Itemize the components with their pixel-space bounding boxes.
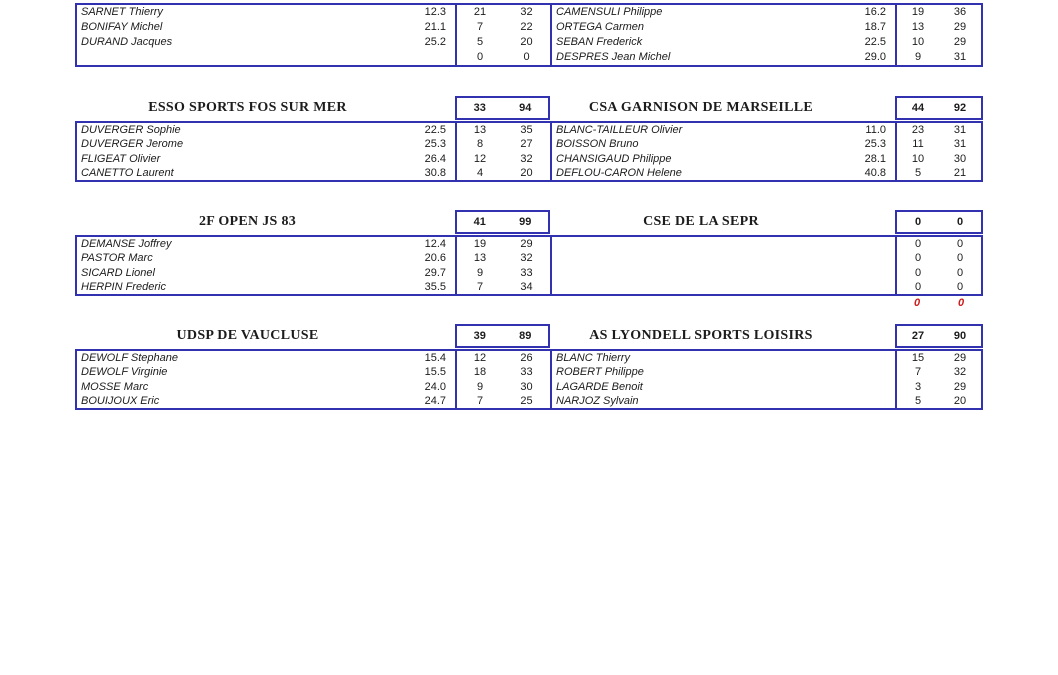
score-2: 33 — [520, 266, 533, 279]
team-totals — [455, 96, 550, 120]
player-row — [77, 251, 550, 265]
player-name: DEWOLF Virginie — [81, 366, 168, 379]
team-total-1: 33 — [473, 102, 486, 114]
player-name: HERPIN Frederic — [81, 280, 166, 293]
player-cell — [552, 20, 895, 35]
player-index: 29.0 — [864, 51, 886, 63]
player-index: 22.5 — [424, 124, 446, 136]
score-1: 0 — [895, 237, 939, 251]
player-index: 15.5 — [424, 366, 446, 379]
player-cell — [552, 365, 895, 379]
player-name: CANETTO Laurent — [81, 166, 174, 179]
player-name: SEBAN Frederick — [556, 36, 643, 48]
team-total-1: 39 — [473, 330, 486, 342]
score-2: 32 — [520, 6, 533, 18]
team-tables — [75, 349, 983, 410]
team-name: AS LYONDELL SPORTS LOISIRS — [589, 328, 813, 343]
player-name: DEWOLF Stephane — [81, 352, 179, 364]
team-name: 2F OPEN JS 83 — [198, 214, 297, 229]
player-name: DESPRES Jean Michel — [556, 51, 671, 63]
score-2: 32 — [520, 152, 533, 165]
player-cell — [77, 237, 455, 251]
player-row — [77, 123, 550, 137]
player-cell — [77, 351, 455, 365]
score-2: 35 — [520, 124, 533, 136]
team-block-2fopen-cse — [75, 210, 983, 309]
player-index: 11.0 — [865, 124, 886, 136]
score-1: 5 — [455, 35, 503, 50]
player-row — [552, 166, 981, 180]
score-1: 7 — [455, 394, 503, 408]
player-index: 30.8 — [424, 166, 446, 179]
score-1: 9 — [895, 50, 939, 65]
player-cell — [552, 266, 895, 280]
player-row — [77, 266, 550, 280]
score-2: 34 — [520, 280, 533, 293]
team-total-2: 90 — [953, 330, 967, 342]
score-2: 30 — [520, 380, 533, 393]
player-cell — [552, 35, 895, 50]
team-tables — [75, 3, 983, 67]
score-2: 36 — [953, 6, 967, 18]
overflow-zeros-row — [895, 296, 983, 310]
score-2: 32 — [520, 252, 533, 265]
player-row — [77, 152, 550, 166]
score-2: 29 — [953, 352, 967, 364]
player-index: 22.5 — [864, 36, 886, 48]
player-row — [552, 266, 981, 280]
team-block-partial — [75, 2, 983, 67]
player-index: 29.7 — [424, 266, 446, 279]
player-cell — [77, 123, 455, 137]
player-row — [77, 166, 550, 180]
team-block-udsp-lyondell — [75, 324, 983, 410]
score-2: 31 — [953, 124, 967, 136]
team-tables — [75, 121, 983, 182]
score-1: 19 — [455, 237, 503, 251]
player-name: LAGARDE Benoit — [556, 380, 643, 393]
player-row — [552, 237, 981, 251]
player-cell — [77, 152, 455, 166]
player-index: 20.6 — [424, 252, 446, 265]
player-cell — [77, 266, 455, 280]
score-1: 7 — [455, 20, 503, 35]
player-cell — [77, 280, 455, 294]
player-cell — [77, 35, 455, 50]
player-index: 15.4 — [424, 352, 446, 364]
player-index: 24.7 — [424, 394, 446, 407]
team-total-1: 44 — [911, 102, 925, 114]
score-2: 29 — [953, 21, 967, 33]
player-name: SICARD Lionel — [81, 266, 155, 279]
score-2: 29 — [953, 380, 967, 393]
player-name: CAMENSULI Philippe — [556, 6, 663, 18]
player-row — [77, 137, 550, 151]
score-2: 20 — [953, 394, 967, 407]
score-2: 0 — [956, 238, 964, 250]
team-table-right — [552, 349, 983, 410]
player-index: 25.3 — [864, 138, 886, 151]
player-cell — [77, 251, 455, 265]
score-2: 20 — [520, 166, 533, 179]
score-1: 10 — [895, 152, 939, 166]
player-row — [77, 237, 550, 251]
score-2: 33 — [520, 366, 533, 379]
score-2: 22 — [520, 21, 533, 33]
team-table-right — [552, 121, 983, 182]
team-total-2: 92 — [953, 102, 967, 114]
player-row — [77, 50, 550, 65]
player-cell — [77, 5, 455, 20]
player-index: 40.8 — [864, 166, 886, 179]
player-row — [552, 50, 981, 65]
team-name: UDSP DE VAUCLUSE — [176, 328, 319, 343]
player-row — [552, 394, 981, 408]
team-name: CSE DE LA SEPR — [643, 214, 759, 229]
player-name: ROBERT Philippe — [556, 366, 644, 379]
player-row — [552, 280, 981, 294]
team-name: ESSO SPORTS FOS SUR MER — [148, 100, 347, 115]
score-1: 5 — [895, 394, 939, 408]
score-2: 25 — [520, 394, 533, 407]
score-2: 32 — [953, 366, 967, 379]
score-1: 15 — [895, 351, 939, 365]
team-block-esso-csa — [75, 96, 983, 182]
player-name: BOISSON Bruno — [556, 138, 639, 151]
player-name: DEMANSE Joffrey — [81, 238, 172, 250]
team-total-2: 0 — [956, 216, 964, 228]
score-1: 19 — [895, 5, 939, 20]
score-1: 21 — [455, 5, 503, 20]
team-total-2: 89 — [519, 330, 532, 342]
score-1: 13 — [455, 251, 503, 265]
player-index: 26.4 — [424, 152, 446, 165]
player-cell — [77, 50, 455, 65]
player-row — [552, 152, 981, 166]
player-name: CHANSIGAUD Philippe — [556, 152, 672, 165]
player-row — [77, 35, 550, 50]
player-row — [552, 123, 981, 137]
score-1: 3 — [895, 380, 939, 394]
player-name: BONIFAY Michel — [81, 21, 163, 33]
player-row — [77, 351, 550, 365]
player-cell — [77, 380, 455, 394]
score-1: 23 — [895, 123, 939, 137]
team-name: CSA GARNISON DE MARSEILLE — [588, 100, 814, 115]
player-name: SARNET Thierry — [81, 6, 163, 18]
score-1: 0 — [455, 50, 503, 65]
score-2: 26 — [520, 352, 533, 364]
team-total-1: 27 — [911, 330, 925, 342]
team-table-right — [552, 3, 983, 67]
player-name: BLANC-TAILLEUR Olivier — [556, 124, 683, 136]
player-cell — [552, 394, 895, 408]
player-cell — [77, 394, 455, 408]
player-row — [552, 137, 981, 151]
score-1: 10 — [895, 35, 939, 50]
score-2: 0 — [956, 266, 964, 279]
overflow-zero-1: 0 — [913, 297, 921, 309]
score-2: 0 — [523, 51, 530, 63]
player-row — [77, 280, 550, 294]
team-table-right — [552, 235, 983, 296]
player-index: 12.4 — [424, 238, 446, 250]
score-1: 18 — [455, 365, 503, 379]
player-index: 12.3 — [424, 6, 446, 18]
player-index: 28.1 — [864, 152, 886, 165]
player-cell — [77, 365, 455, 379]
player-name: BOUIJOUX Eric — [81, 394, 160, 407]
player-row — [552, 380, 981, 394]
score-1: 0 — [895, 280, 939, 294]
player-name: PASTOR Marc — [81, 252, 153, 265]
player-cell — [552, 280, 895, 294]
player-cell — [552, 5, 895, 20]
score-1: 13 — [895, 20, 939, 35]
player-row — [552, 351, 981, 365]
score-1: 12 — [455, 351, 503, 365]
player-name: DEFLOU-CARON Helene — [556, 166, 682, 179]
team-tables — [75, 235, 983, 296]
team-total-2: 99 — [519, 216, 532, 228]
player-cell — [552, 50, 895, 65]
player-index: 24.0 — [424, 380, 446, 393]
player-name: MOSSE Marc — [81, 380, 149, 393]
score-2: 21 — [953, 166, 967, 179]
player-row — [552, 365, 981, 379]
score-2: 30 — [953, 152, 967, 165]
overflow-zero-2: 0 — [957, 297, 965, 309]
score-1: 5 — [895, 166, 939, 180]
team-total-1: 41 — [473, 216, 486, 228]
team-table-left — [75, 349, 552, 410]
team-total-2: 94 — [519, 102, 532, 114]
player-name: FLIGEAT Olivier — [81, 152, 161, 165]
player-row — [77, 5, 550, 20]
team-header-row — [75, 324, 983, 348]
score-2: 29 — [520, 238, 533, 250]
player-index: 25.3 — [424, 138, 446, 151]
player-row — [552, 20, 981, 35]
player-index: 16.2 — [864, 6, 886, 18]
player-index: 18.7 — [864, 21, 886, 33]
score-2: 27 — [520, 138, 533, 151]
player-row — [552, 5, 981, 20]
player-name: NARJOZ Sylvain — [556, 394, 639, 407]
player-row — [552, 35, 981, 50]
score-1: 9 — [455, 266, 503, 280]
player-cell — [552, 166, 895, 180]
player-name: DUVERGER Sophie — [81, 124, 181, 136]
player-name: DURAND Jacques — [81, 36, 173, 48]
score-1: 12 — [455, 152, 503, 166]
score-2: 20 — [520, 36, 533, 48]
player-cell — [552, 237, 895, 251]
team-header-row — [75, 210, 983, 234]
score-1: 8 — [455, 137, 503, 151]
team-totals — [455, 210, 550, 234]
score-1: 7 — [895, 365, 939, 379]
score-1: 13 — [455, 123, 503, 137]
score-2: 0 — [956, 280, 964, 293]
player-row — [552, 251, 981, 265]
player-name: BLANC Thierry — [556, 352, 630, 364]
team-table-left — [75, 121, 552, 182]
score-1: 0 — [895, 251, 939, 265]
player-index: 21.1 — [424, 21, 446, 33]
player-name: ORTEGA Carmen — [556, 21, 645, 33]
player-row — [77, 365, 550, 379]
team-header-row — [75, 96, 983, 120]
player-cell — [552, 380, 895, 394]
player-cell — [552, 137, 895, 151]
score-2: 29 — [953, 36, 967, 48]
player-cell — [77, 20, 455, 35]
player-cell — [552, 152, 895, 166]
score-1: 7 — [455, 280, 503, 294]
score-2: 31 — [953, 51, 967, 63]
team-totals — [455, 324, 550, 348]
team-table-left — [75, 3, 552, 67]
player-row — [77, 394, 550, 408]
score-1: 9 — [455, 380, 503, 394]
player-name: DUVERGER Jerome — [81, 138, 184, 151]
score-1: 11 — [895, 137, 939, 151]
team-total-1: 0 — [914, 216, 922, 228]
player-cell — [552, 251, 895, 265]
player-row — [77, 380, 550, 394]
team-totals — [895, 210, 983, 234]
team-totals — [895, 324, 983, 348]
score-2: 0 — [956, 252, 964, 265]
score-2: 31 — [953, 138, 967, 151]
player-index: 25.2 — [424, 36, 446, 48]
player-index: 35.5 — [424, 280, 446, 293]
player-cell — [77, 166, 455, 180]
player-cell — [552, 351, 895, 365]
team-table-left — [75, 235, 552, 296]
team-totals — [895, 96, 983, 120]
score-1: 4 — [455, 166, 503, 180]
player-cell — [552, 123, 895, 137]
player-row — [77, 20, 550, 35]
player-cell — [77, 137, 455, 151]
score-1: 0 — [895, 266, 939, 280]
